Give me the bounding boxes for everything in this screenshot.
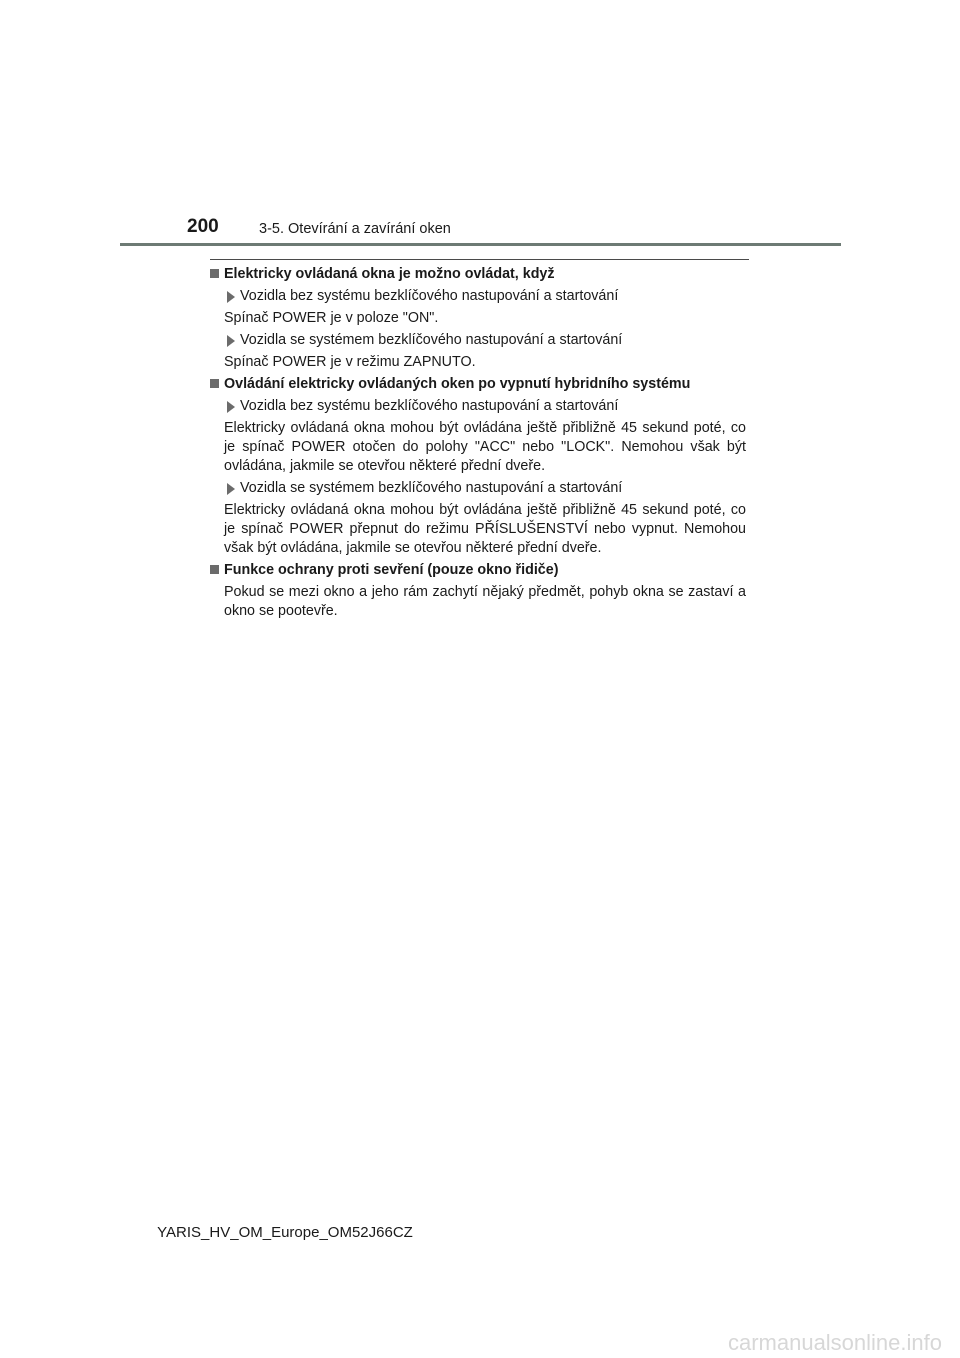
square-bullet-icon	[210, 379, 219, 388]
section-heading	[210, 265, 746, 284]
footer-document-id	[0, 1224, 960, 1241]
triangle-bullet-icon	[227, 291, 235, 303]
list-item-text: Vozidla se systémem bezklíčového nastupování a startování	[240, 480, 623, 496]
paragraph: Elektricky ovládaná okna mohou být ovládána ještě přibližně 45 sekund poté, co je spínač POWER přepnut do režimu PŘÍSLUŠENSTVÍ nebo vypnut. Nemohou však být ovládána, jakmile se otevřou některé přední dveře.	[224, 502, 746, 556]
list-item	[210, 287, 746, 306]
section-title: 3-5. Otevírání a zavírání oken	[259, 221, 451, 237]
document-id: YARIS_HV_OM_Europe_OM52J66CZ	[157, 1224, 413, 1241]
list-item	[210, 331, 746, 350]
list-item	[210, 479, 746, 498]
content-divider	[210, 259, 749, 260]
list-item-text: Vozidla se systémem bezklíčového nastupování a startování	[240, 332, 623, 348]
triangle-bullet-icon	[227, 483, 235, 495]
watermark: carmanualsonline.info	[727, 1330, 942, 1355]
section-heading	[210, 561, 746, 580]
section-heading-text: Elektricky ovládaná okna je možno ovládat, když	[224, 266, 555, 282]
paragraph: Spínač POWER je v poloze "ON".	[224, 310, 439, 326]
paragraph: Spínač POWER je v režimu ZAPNUTO.	[224, 354, 476, 370]
page-number: 200	[187, 216, 219, 237]
square-bullet-icon	[210, 565, 219, 574]
section-heading-text: Ovládání elektricky ovládaných oken po vypnutí hybridního systému	[224, 376, 691, 392]
list-item	[210, 397, 746, 416]
paragraph: Elektricky ovládaná okna mohou být ovládána ještě přibližně 45 sekund poté, co je spínač POWER otočen do polohy "ACC" nebo "LOCK". Nemohou však být ovládána, jakmile se otevřou některé přední dveře.	[224, 420, 746, 474]
triangle-bullet-icon	[227, 335, 235, 347]
triangle-bullet-icon	[227, 401, 235, 413]
list-item-text: Vozidla bez systému bezklíčového nastupování a startování	[240, 398, 619, 414]
content-body	[210, 265, 746, 624]
square-bullet-icon	[210, 269, 219, 278]
section-heading-text: Funkce ochrany proti sevření (pouze okno řidiče)	[224, 562, 559, 578]
list-item-text: Vozidla bez systému bezklíčového nastupování a startování	[240, 288, 619, 304]
paragraph: Pokud se mezi okno a jeho rám zachytí nějaký předmět, pohyb okna se zastaví a okno se pootevře.	[224, 584, 746, 619]
section-heading	[210, 375, 746, 394]
header-divider	[120, 243, 841, 246]
